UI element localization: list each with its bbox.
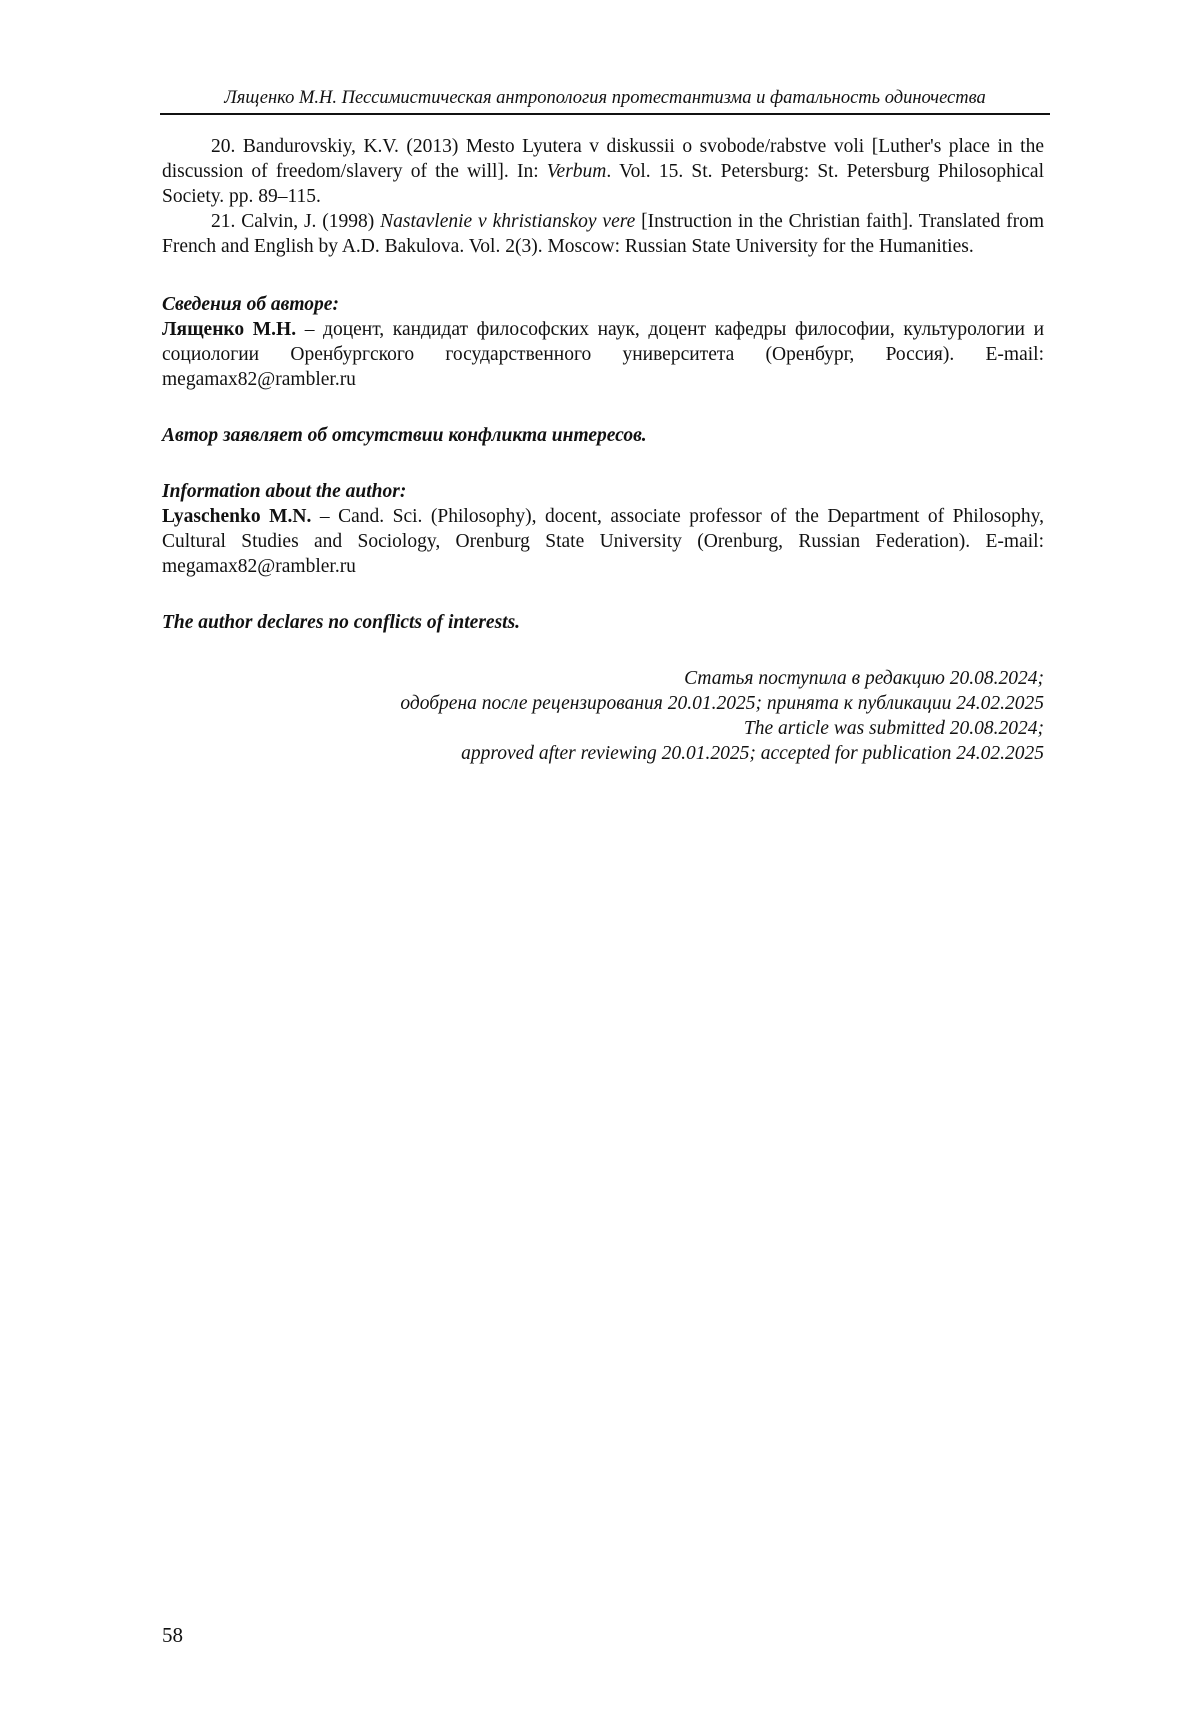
conflict-declaration-ru: Автор заявляет об отсутствии конфликта интересов.: [162, 425, 647, 446]
reference-20-text: 20. Bandurovskiy, K.V. (2013) Mesto Lyutera v diskussii o svobode/rabstve voli [Luther's place in the discussion of freedom/slavery of the will]. In:: [162, 136, 1044, 182]
author-info-ru-text: [162, 317, 1044, 392]
author-name-en: Lyaschenko M.N.: [162, 506, 312, 527]
author-info-en-heading: Information about the author:: [162, 481, 407, 502]
reference-20: [162, 134, 1044, 209]
reference-20-italic: Verbum: [546, 161, 607, 182]
reference-21-text: 21. Calvin, J. (1998): [211, 211, 381, 232]
date-line-submitted-ru: Статья поступила в редакцию 20.08.2024;: [684, 668, 1044, 689]
conflict-declaration-en: The author declares no conflicts of interests.: [162, 612, 521, 633]
author-details-en: – Cand. Sci. (Philosophy), docent, associate professor of the Department of Philosophy, Cultural Studies and Sociology, Orenburg State University (Orenburg, Russian Federation). E-mail: megamax82@rambler.ru: [162, 506, 1044, 577]
reference-21: [162, 209, 1044, 259]
author-info-ru: [162, 292, 1044, 392]
page-body: [162, 134, 1044, 766]
reference-21-italic: Nastavlenie v khristianskoy vere: [380, 211, 636, 232]
page-number: 58: [162, 1623, 183, 1647]
header-rule: [160, 113, 1050, 115]
date-line-approved-ru: одобрена после рецензирования 20.01.2025; принята к публикации 24.02.2025: [400, 693, 1044, 714]
reference-20-text-end: . Vol. 15. St. Petersburg: St. Petersburg Philosophical Society. pp. 89–115.: [162, 161, 1044, 207]
author-details-ru: – доцент, кандидат философских наук, доцент кафедры философии, культурологии и социологии Оренбургского государственного университета (Оренбург, Россия). E-mail: megamax82@rambler.ru: [162, 319, 1045, 390]
date-line-approved-en: approved after reviewing 20.01.2025; accepted for publication 24.02.2025: [461, 743, 1044, 764]
article-dates: [162, 666, 1044, 766]
author-info-en: [162, 479, 1044, 579]
date-line-submitted-en: The article was submitted 20.08.2024;: [743, 718, 1044, 739]
running-header: Лященко М.Н. Пессимистическая антропология протестантизма и фатальность одиночества: [224, 88, 986, 108]
author-info-ru-heading: Сведения об авторе:: [162, 294, 339, 315]
author-name-ru: Лященко М.Н.: [162, 319, 297, 340]
author-info-en-text: [162, 504, 1044, 579]
reference-21-text-end: [Instruction in the Christian faith]. Translated from French and English by A.D. Bakulova. Vol. 2(3). Moscow: Russian State University for the Humanities.: [162, 211, 1044, 257]
